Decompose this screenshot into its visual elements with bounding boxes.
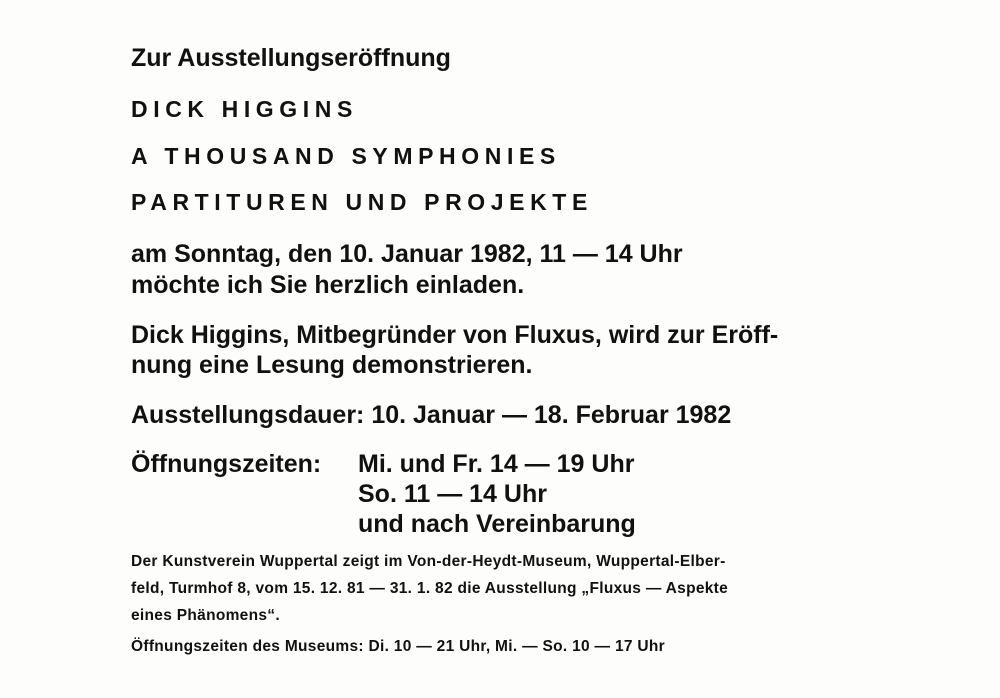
exhibition-duration: Ausstellungsdauer: 10. Januar — 18. Februar 1982 <box>131 401 732 429</box>
exhibition-title-line-2: PARTITUREN UND PROJEKTE <box>131 189 593 215</box>
note-line-3: eines Phänomens“. <box>131 607 280 624</box>
reading-line-1: Dick Higgins, Mitbegründer von Fluxus, wird zur Eröff- <box>131 321 779 349</box>
invitation-text-line: möchte ich Sie herzlich einladen. <box>131 271 525 299</box>
exhibition-title-line-1: A THOUSAND SYMPHONIES <box>131 143 561 169</box>
note-line-1: Der Kunstverein Wuppertal zeigt im Von-der-Heydt-Museum, Wuppertal-Elber- <box>131 553 726 570</box>
reading-line-2: nung eine Lesung demonstrieren. <box>131 351 533 379</box>
opening-hours-line-1: Mi. und Fr. 14 — 19 Uhr <box>358 450 635 478</box>
artist-name: DICK HIGGINS <box>131 96 358 122</box>
museum-hours: Öffnungszeiten des Museums: Di. 10 — 21 Uhr, Mi. — So. 10 — 17 Uhr <box>131 638 665 655</box>
heading: Zur Ausstellungseröffnung <box>131 44 451 72</box>
opening-hours-label: Öffnungszeiten: <box>131 450 322 478</box>
opening-hours-line-2: So. 11 — 14 Uhr <box>358 480 547 508</box>
invitation-date-line: am Sonntag, den 10. Januar 1982, 11 — 14 Uhr <box>131 240 683 268</box>
note-line-2: feld, Turmhof 8, vom 15. 12. 81 — 31. 1. 82 die Ausstellung „Fluxus — Aspekte <box>131 580 729 597</box>
opening-hours-line-3: und nach Vereinbarung <box>358 510 636 538</box>
